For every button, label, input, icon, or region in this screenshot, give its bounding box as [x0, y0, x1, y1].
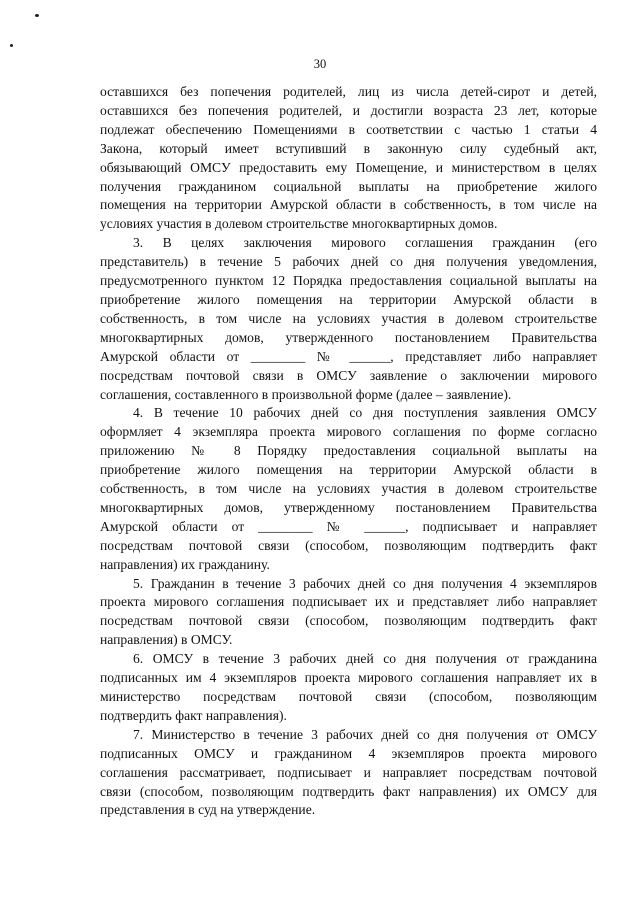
text-line: подписанных ОМСУ и гражданином 4 экземпляров проекта мирового [100, 745, 597, 761]
paragraph [100, 726, 597, 821]
text-line: подлежат обеспечению Помещениями в соответствии с частью 1 статьи 4 [100, 121, 597, 137]
text-line: приобретение жилого помещения на территории Амурской области в [100, 291, 597, 307]
document-body [100, 83, 597, 820]
paragraph [100, 650, 597, 726]
text-line: соглашения рассматривает, подписывает и направляет посредствам почтовой [100, 764, 597, 780]
text-line: 5. Гражданин в течение 3 рабочих дней со дня получения 4 экземпляров [133, 575, 597, 591]
text-line: получения гражданином социальной выплаты на приобретение жилого [100, 178, 597, 194]
text-line: подтвердить факт направления). [100, 707, 287, 723]
text-line: помещения на территории Амурской области в собственность, в том числе на [100, 197, 597, 213]
text-line: собственность, в том числе на условиях участия в долевом строительстве [100, 481, 597, 497]
text-line: проекта мирового соглашения подписывает их и представляет либо направляет [100, 594, 597, 610]
paragraph [100, 83, 597, 234]
text-line: 4. В течение 10 рабочих дней со дня поступления заявления ОМСУ [133, 405, 597, 421]
text-line: посредствам почтовой связи в ОМСУ заявление о заключении мирового [100, 367, 597, 383]
text-line: представитель) в течение 5 рабочих дней со дня получения уведомления, [100, 254, 597, 270]
text-line: посредствам почтовой связи (способом, позволяющим подтвердить факт [100, 613, 597, 629]
text-line: оставшихся без попечения родителей, лиц из числа детей-сирот и детей, [100, 84, 597, 99]
text-line: Амурской области от ________ № ______, представляет либо направляет [100, 348, 597, 364]
paragraph [100, 234, 597, 404]
text-line: многоквартирных домов, утвержденному постановлением Правительства [100, 499, 597, 515]
text-line: связи (способом, позволяющим подтвердить факт направления) их ОМСУ для [100, 783, 597, 799]
page-number: 30 [313, 57, 327, 71]
scan-artifact-dot [10, 44, 13, 47]
text-line: многоквартирных домов, утвержденного постановлением Правительства [100, 329, 597, 345]
text-line: оставшихся без попечения родителей, и достигли возраста 23 лет, которые [100, 102, 597, 118]
text-line: приложению № 8 Порядку предоставления социальной выплаты на [100, 443, 597, 459]
text-line: 3. В целях заключения мирового соглашения гражданин (его [133, 235, 597, 251]
text-line: подписанных им 4 экземпляров проекта мирового соглашения направляет их в [100, 670, 597, 686]
scan-artifact-dot [35, 14, 39, 17]
text-line: 7. Министерство в течение 3 рабочих дней со дня получения от ОМСУ [133, 726, 597, 742]
text-line: оформляет 4 экземпляра проекта мирового соглашения по форме согласно [100, 424, 597, 440]
paragraph [100, 404, 597, 574]
text-line: министерство посредствам почтовой связи (способом, позволяющим [100, 689, 597, 704]
text-line: предусмотренного пунктом 12 Порядка предоставления социальной выплаты на [100, 273, 597, 289]
text-line: 6. ОМСУ в течение 3 рабочих дней со дня получения от гражданина [133, 651, 597, 667]
text-line: собственность, в том числе на условиях участия в долевом строительстве [100, 310, 597, 326]
text-line: соглашения, составленного в произвольной форме (далее – заявление). [100, 386, 512, 402]
text-line: представления в суд на утверждение. [100, 802, 316, 818]
text-line: посредствам почтовой связи (способом, позволяющим подтвердить факт [100, 537, 597, 553]
text-line: направления) в ОМСУ. [100, 632, 233, 648]
text-line: направления) их гражданину. [100, 556, 270, 572]
text-line: Амурской области от ________ № ______, подписывает и направляет [100, 518, 597, 534]
text-line: обязывающий ОМСУ предоставить ему Помещение, и министерством в целях [100, 159, 597, 175]
text-line: условиях участия в долевом строительстве многоквартирных домов. [100, 216, 498, 232]
text-line: Закона, который имеет вступивший в законную силу судебный акт, [100, 140, 597, 156]
paragraph [100, 575, 597, 651]
text-line: приобретение жилого помещения на территории Амурской области в [100, 462, 597, 478]
